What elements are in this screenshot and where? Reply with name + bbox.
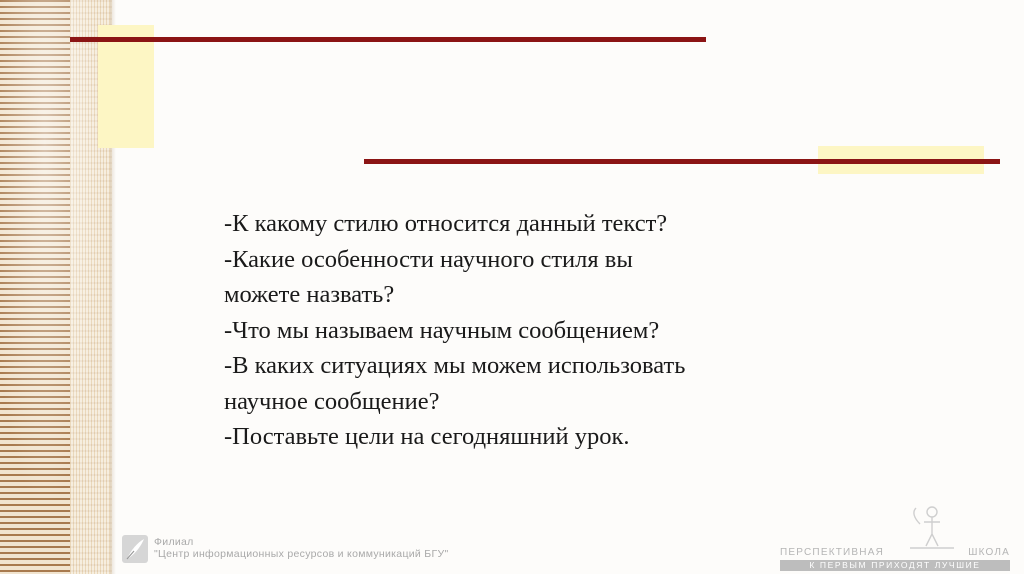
- middle-divider-rule: [364, 159, 1000, 164]
- branch-caption: [154, 536, 448, 560]
- question-line: -В каких ситуациях мы можем использовать: [224, 352, 686, 379]
- highlight-block-left: [98, 25, 154, 148]
- school-name-right: ШКОЛА: [968, 547, 1010, 558]
- school-name: [780, 547, 1010, 558]
- school-slogan: К ПЕРВЫМ ПРИХОДЯТ ЛУЧШИЕ: [780, 560, 1010, 571]
- slide-body-text: [224, 206, 824, 455]
- question-line: -Поставьте цели на сегодняшний урок.: [224, 423, 630, 450]
- branch-caption-line1: Филиал: [154, 536, 194, 548]
- school-name-left: ПЕРСПЕКТИВНАЯ: [780, 547, 884, 558]
- question-line: -Какие особенности научного стиля вы: [224, 245, 633, 273]
- statue-emblem-icon: [898, 504, 962, 550]
- question-line: научное сообщение?: [224, 387, 440, 415]
- question-line: -К какому стилю относится данный текст?: [224, 210, 668, 237]
- question-line: можете назвать?: [224, 281, 395, 308]
- quill-logo-icon: [121, 534, 149, 564]
- top-divider-rule: [70, 37, 706, 42]
- branch-caption-line2: "Центр информационных ресурсов и коммуникаций БГУ": [154, 548, 449, 560]
- question-line: -Что мы называем научным сообщением?: [224, 316, 660, 344]
- decorative-side-band-glow: [0, 0, 112, 574]
